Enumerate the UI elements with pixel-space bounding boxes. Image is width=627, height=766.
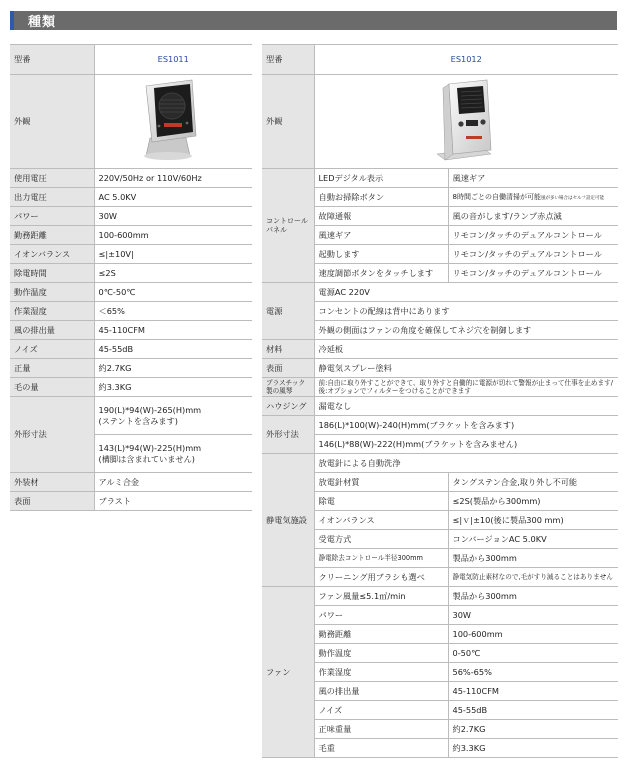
model-label: 型番 (262, 45, 314, 75)
fan-item: ファン風量≤5.1㎥/min (314, 587, 448, 606)
section-header (10, 11, 617, 30)
fan-item: 動作温度 (314, 644, 448, 663)
model-number: ES1012 (314, 45, 618, 75)
spec-label: 勤務距離 (10, 226, 94, 245)
spec-label: 除電時間 (10, 264, 94, 283)
fan-label: ファン (262, 587, 314, 758)
control-item: LEDデジタル表示 (314, 169, 448, 188)
control-value: 風の音がします/ランプ赤点滅 (448, 207, 618, 226)
static-value: コンバージョンAC 5.0KV (448, 530, 618, 549)
dimensions-label: 外形寸法 (10, 397, 94, 473)
control-value-main: 8時間ごとの自働清掃が可能 (452, 192, 541, 201)
control-item: 故障通報 (314, 207, 448, 226)
spec-value: ブラスト (94, 492, 252, 511)
dimensions-label: 外形寸法 (262, 416, 314, 454)
static-item: 放電針材質 (314, 473, 448, 492)
spec-label: 風の排出量 (10, 321, 94, 340)
fan-item: 作業湿度 (314, 663, 448, 682)
material-label: 材料 (262, 340, 314, 359)
appearance-label: 外観 (262, 75, 314, 169)
power-value: 外観の側面はファンの角度を確保してネジ穴を制御します (314, 321, 618, 340)
spec-label: イオンバランス (10, 245, 94, 264)
static-value: 製品から300mm (448, 549, 618, 568)
appearance-label: 外観 (10, 75, 94, 169)
fan-value: 100-600mm (448, 625, 618, 644)
static-value: ≤|ｖ|±10(後に製品300 mm) (448, 511, 618, 530)
control-value: 風速ギア (448, 169, 618, 188)
dimension-value (94, 435, 252, 473)
spec-value: 30W (94, 207, 252, 226)
power-value: コンセントの配線は背中にあります (314, 302, 618, 321)
control-panel-label: コントロールパネル (262, 169, 314, 283)
product-photo-es1012 (421, 76, 511, 164)
fan-value: 0-50℃ (448, 644, 618, 663)
product-photo-es1011 (128, 76, 218, 164)
static-item: クリーニング用ブラシも選べ (314, 568, 448, 587)
product-photo-cell (314, 75, 618, 169)
fan-item: 勤務距離 (314, 625, 448, 644)
spec-value: 220V/50Hz or 110V/60Hz (94, 169, 252, 188)
control-value: リモコン/タッチのデュアルコントロール (448, 264, 618, 283)
control-value: リモコン/タッチのデュアルコントロール (448, 226, 618, 245)
spec-value: 100-600mm (94, 226, 252, 245)
dimension-note: (ステントを含みます) (98, 415, 179, 426)
fan-value: 30W (448, 606, 618, 625)
dimension-note: (構脚は含まれていません) (98, 453, 195, 464)
spec-label: 動作温度 (10, 283, 94, 302)
dimension-line: 143(L)*94(W)-225(H)mm (98, 443, 202, 454)
dimension-line: 190(L)*94(W)-265(H)mm (98, 405, 202, 416)
static-value: 静電気防止素材なので,毛がすり減ることはありません (448, 568, 618, 587)
static-value: ≤2S(製品から300mm) (448, 492, 618, 511)
fan-item: ノイズ (314, 701, 448, 720)
fan-value: 56%-65% (448, 663, 618, 682)
fan-value: 45-55dB (448, 701, 618, 720)
header-accent-bar (10, 11, 14, 30)
spec-label: 作業湿度 (10, 302, 94, 321)
spec-label: 表面 (10, 492, 94, 511)
spec-label: ノイズ (10, 340, 94, 359)
control-value-note: 風が多い場合はセルフ設定可能 (540, 195, 604, 201)
fan-item: パワー (314, 606, 448, 625)
control-item: 自動お掃除ボタン (314, 188, 448, 207)
dimension-value: 186(L)*100(W)-240(H)mm(ブラケットを含みます) (314, 416, 618, 435)
spec-value: ≤2S (94, 264, 252, 283)
static-item: 除電 (314, 492, 448, 511)
spec-value: 45-110CFM (94, 321, 252, 340)
spec-value: ＜65% (94, 302, 252, 321)
fan-value: 約2.7KG (448, 720, 618, 739)
power-label: 電源 (262, 283, 314, 340)
model-number: ES1011 (94, 45, 252, 75)
static-top: 放電針による自動洗浄 (314, 454, 618, 473)
plastic-label: プラスチック製の風琴 (262, 378, 314, 397)
product-photo-cell (94, 75, 252, 169)
page-title: 種類 (28, 15, 57, 30)
spec-label: 使用電圧 (10, 169, 94, 188)
spec-table-es1011 (10, 44, 252, 511)
material-value: 冷延板 (314, 340, 618, 359)
control-value: リモコン/タッチのデュアルコントロール (448, 245, 618, 264)
control-item: 速度調節ボタンをタッチします (314, 264, 448, 283)
plastic-value: 前:自由に取り外すことができて、取り外すと自働的に電源が切れて警報が止まって仕事を止めます/後:オプションでフィルターをつけることができます (314, 378, 618, 397)
fan-item: 毛重 (314, 739, 448, 758)
spec-value: 0℃-50℃ (94, 283, 252, 302)
spec-label: パワー (10, 207, 94, 226)
static-label: 静電気施設 (262, 454, 314, 587)
surface-label: 表面 (262, 359, 314, 378)
static-value: タングステン合金,取り外し不可能 (448, 473, 618, 492)
fan-value: 45-110CFM (448, 682, 618, 701)
spec-table-es1012 (262, 44, 618, 758)
control-value (448, 188, 618, 207)
static-item: 静電除去コントロール半径300mm (314, 549, 448, 568)
surface-value: 静電気スプレー塗料 (314, 359, 618, 378)
dimension-value: 146(L)*88(W)-222(H)mm(ブラケットを含みません) (314, 435, 618, 454)
spec-value: アルミ合金 (94, 473, 252, 492)
spec-label: 正量 (10, 359, 94, 378)
model-label: 型番 (10, 45, 94, 75)
power-value: 電源AC 220V (314, 283, 618, 302)
spec-value: ≤|±10V| (94, 245, 252, 264)
control-item: 風速ギア (314, 226, 448, 245)
static-item: イオンバランス (314, 511, 448, 530)
spec-value: 45-55dB (94, 340, 252, 359)
spec-value: AC 5.0KV (94, 188, 252, 207)
spec-label: 出力電圧 (10, 188, 94, 207)
control-item: 起動します (314, 245, 448, 264)
fan-item: 正味重量 (314, 720, 448, 739)
housing-label: ハウジング (262, 397, 314, 416)
fan-value: 製品から300mm (448, 587, 618, 606)
dimension-value (94, 397, 252, 435)
spec-label: 外装材 (10, 473, 94, 492)
fan-item: 風の排出量 (314, 682, 448, 701)
static-item: 受電方式 (314, 530, 448, 549)
spec-label: 毛の量 (10, 378, 94, 397)
spec-value: 約3.3KG (94, 378, 252, 397)
spec-value: 約2.7KG (94, 359, 252, 378)
fan-value: 約3.3KG (448, 739, 618, 758)
housing-value: 漏電なし (314, 397, 618, 416)
